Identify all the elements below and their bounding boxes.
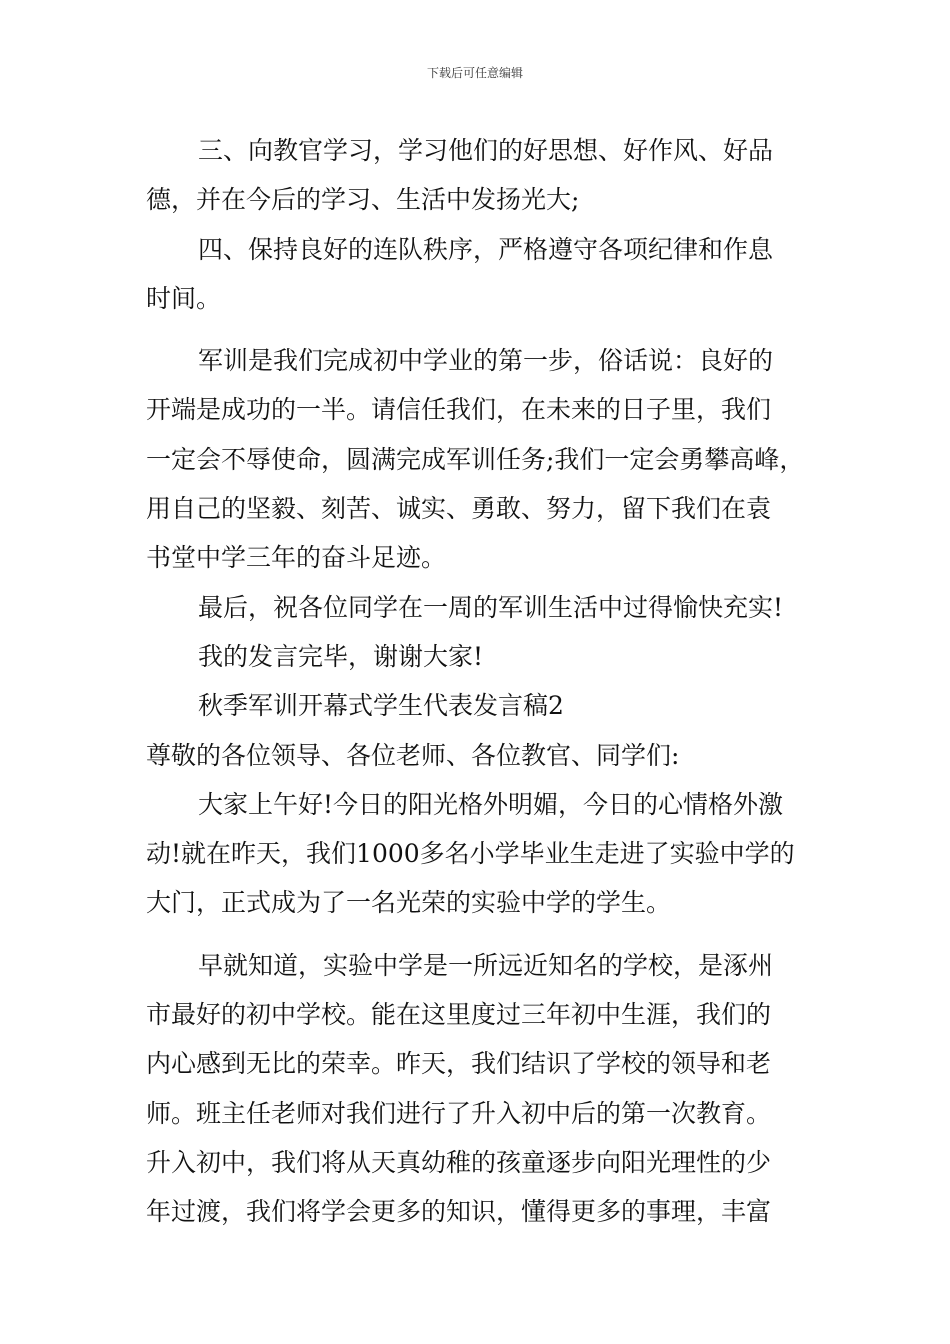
text-line: 师。班主任老师对我们进行了升入初中后的第一次教育。 — [146, 1098, 772, 1128]
salutation: 尊敬的各位领导、各位老师、各位教官、同学们: — [146, 740, 680, 770]
document-body — [146, 126, 814, 1237]
text-line: 书堂中学三年的奋斗足迹。 — [146, 543, 447, 573]
text-line: 一定会不辱使命，圆满完成军训任务;我们一定会勇攀高峰， — [146, 444, 805, 474]
text-line: 内心感到无比的荣幸。昨天，我们结识了学校的领导和老 — [146, 1049, 772, 1079]
text-line: 早就知道，实验中学是一所远近知名的学校，是涿州 — [198, 950, 774, 980]
section-title: 秋季军训开幕式学生代表发言稿2 — [198, 691, 564, 721]
text-line: 时间。 — [146, 283, 222, 313]
text-line: 用自己的坚毅、刻苦、诚实、勇敢、努力，留下我们在袁 — [146, 494, 772, 524]
text-line: 四、保持良好的连队秩序，严格遵守各项纪律和作息 — [198, 234, 774, 264]
text-line: 大门，正式成为了一名光荣的实验中学的学生。 — [146, 888, 672, 918]
text-line: 德，并在今后的学习、生活中发扬光大; — [146, 185, 580, 215]
text-line: 年过渡，我们将学会更多的知识，懂得更多的事理，丰富 — [146, 1197, 772, 1227]
text-line: 最后，祝各位同学在一周的军训生活中过得愉快充实! — [198, 592, 784, 622]
text-line: 开端是成功的一半。请信任我们，在未来的日子里，我们 — [146, 395, 772, 425]
text-line: 大家上午好!今日的阳光格外明媚，今日的心情格外激 — [198, 789, 784, 819]
text-line: 动!就在昨天，我们1000多名小学毕业生走进了实验中学的 — [146, 839, 795, 869]
text-line: 我的发言完毕，谢谢大家! — [198, 641, 484, 671]
text-line: 军训是我们完成初中学业的第一步，俗话说：良好的 — [198, 346, 774, 376]
page-header-note: 下载后可任意编辑 — [426, 66, 523, 80]
text-line: 三、向教官学习，学习他们的好思想、好作风、好品 — [198, 136, 774, 165]
text-line: 市最好的初中学校。能在这里度过三年初中生涯，我们的 — [146, 1000, 772, 1030]
text-line: 升入初中，我们将从天真幼稚的孩童逐步向阳光理性的少 — [146, 1147, 772, 1177]
